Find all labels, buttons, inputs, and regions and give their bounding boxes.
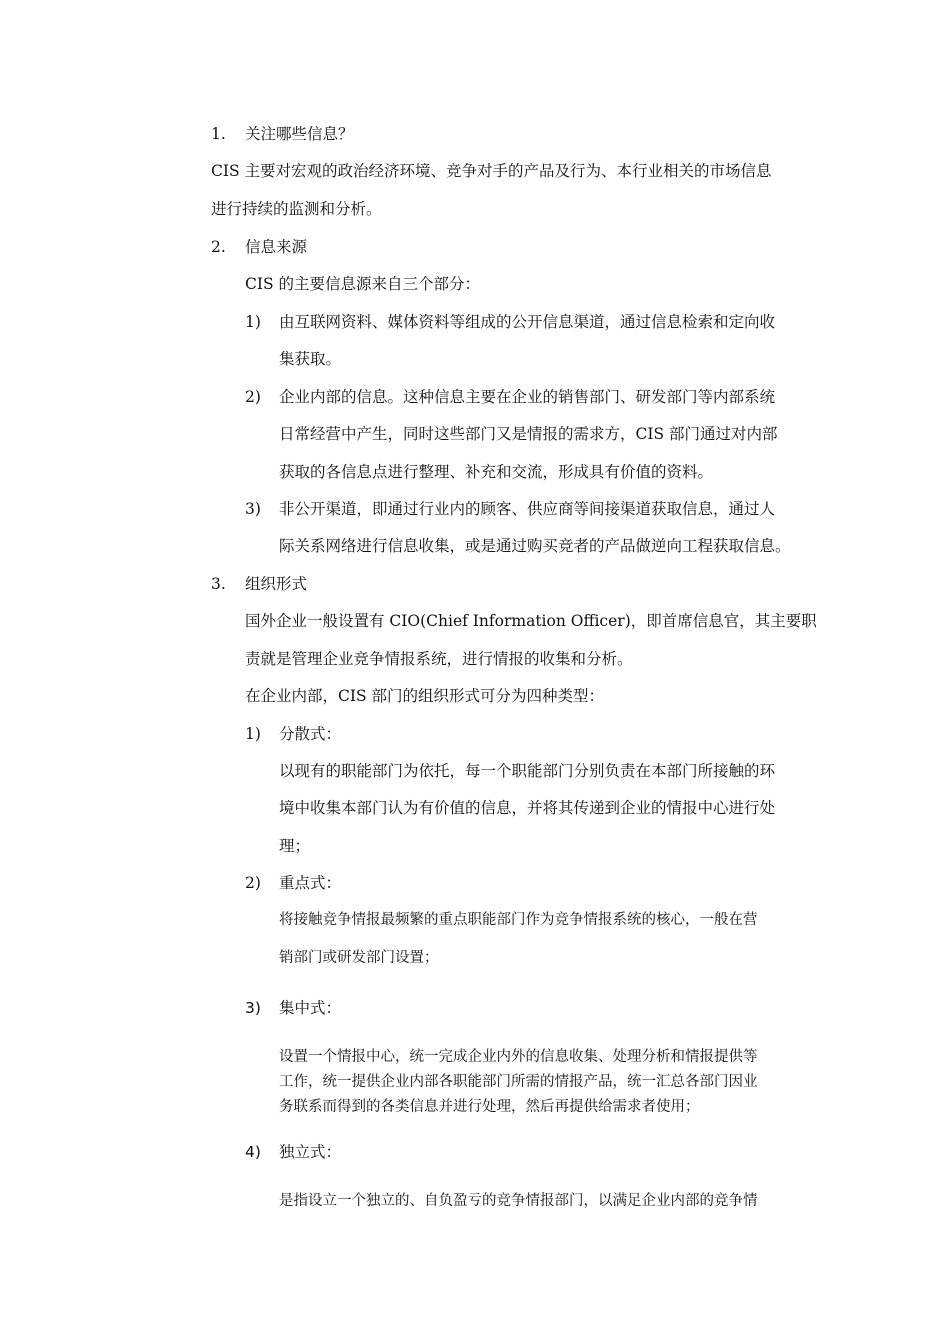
type-description-line: 理； [279,837,311,855]
type-description-line: 设置一个情报中心，统一完成企业内外的信息收集、处理分析和情报提供等 [279,1049,758,1065]
list-number: 1) [245,313,261,331]
list-item-line: 集获取。 [279,350,342,368]
list-item-line: 日常经营中产生，同时这些部门又是情报的需求方，CIS 部门通过对内部 [279,425,778,443]
type-description-line: 以现有的职能部门为依托，每一个职能部门分别负责在本部门所接触的环 [279,762,776,780]
type-description-line: 境中收集本部门认为有价值的信息，并将其传递到企业的情报中心进行处 [279,799,776,817]
paragraph-line: CIS 的主要信息源来自三个部分： [245,275,481,293]
section-number: 2. [211,238,226,256]
section-heading: 信息来源 [245,238,308,256]
list-number: 3) [245,999,261,1017]
type-description-line: 工作，统一提供企业内部各职能部门所需的情报产品，统一汇总各部门因业 [279,1074,758,1090]
section-number: 1. [211,125,226,143]
paragraph-line: 国外企业一般设置有 CIO(Chief Information Officer)，即首席信息官，其主要职 [245,612,817,630]
list-number: 2) [245,874,261,892]
paragraph-line: 责就是管理企业竞争情报系统，进行情报的收集和分析。 [245,650,633,668]
section-heading: 关注哪些信息？ [245,125,354,143]
list-number: 2) [245,388,261,406]
type-description-line: 将接触竞争情报最频繁的重点职能部门作为竞争情报系统的核心，一般在营 [279,912,758,928]
list-item-line: 企业内部的信息。这种信息主要在企业的销售部门、研发部门等内部系统 [279,388,776,406]
list-item-line: 获取的各信息点进行整理、补充和交流，形成具有价值的资料。 [279,463,714,481]
list-item-line: 际关系网络进行信息收集，或是通过购买竞者的产品做逆向工程获取信息。 [279,537,791,555]
type-title: 分散式： [279,725,342,743]
list-number: 3) [245,500,261,518]
section-number: 3. [211,575,226,593]
list-item-line: 非公开渠道，即通过行业内的顾客、供应商等间接渠道获取信息，通过人 [279,500,776,518]
paragraph-line: 进行持续的监测和分析。 [211,200,382,218]
type-description-line: 是指设立一个独立的、自负盈亏的竞争情报部门，以满足企业内部的竞争情 [279,1193,758,1209]
section-heading: 组织形式 [245,575,308,593]
list-number: 4) [245,1143,261,1161]
type-description-line: 务联系而得到的各类信息并进行处理，然后再提供给需求者使用； [279,1099,700,1115]
type-description-line: 销部门或研发部门设置； [279,950,439,966]
type-title: 重点式： [279,874,342,892]
type-title: 集中式： [279,999,342,1017]
type-title: 独立式： [279,1143,342,1161]
paragraph-line: CIS 主要对宏观的政治经济环境、竞争对手的产品及行为、本行业相关的市场信息 [211,162,772,180]
paragraph-line: 在企业内部，CIS 部门的组织形式可分为四种类型： [245,687,605,705]
list-number: 1) [245,725,261,743]
list-item-line: 由互联网资料、媒体资料等组成的公开信息渠道，通过信息检索和定向收 [279,313,776,331]
